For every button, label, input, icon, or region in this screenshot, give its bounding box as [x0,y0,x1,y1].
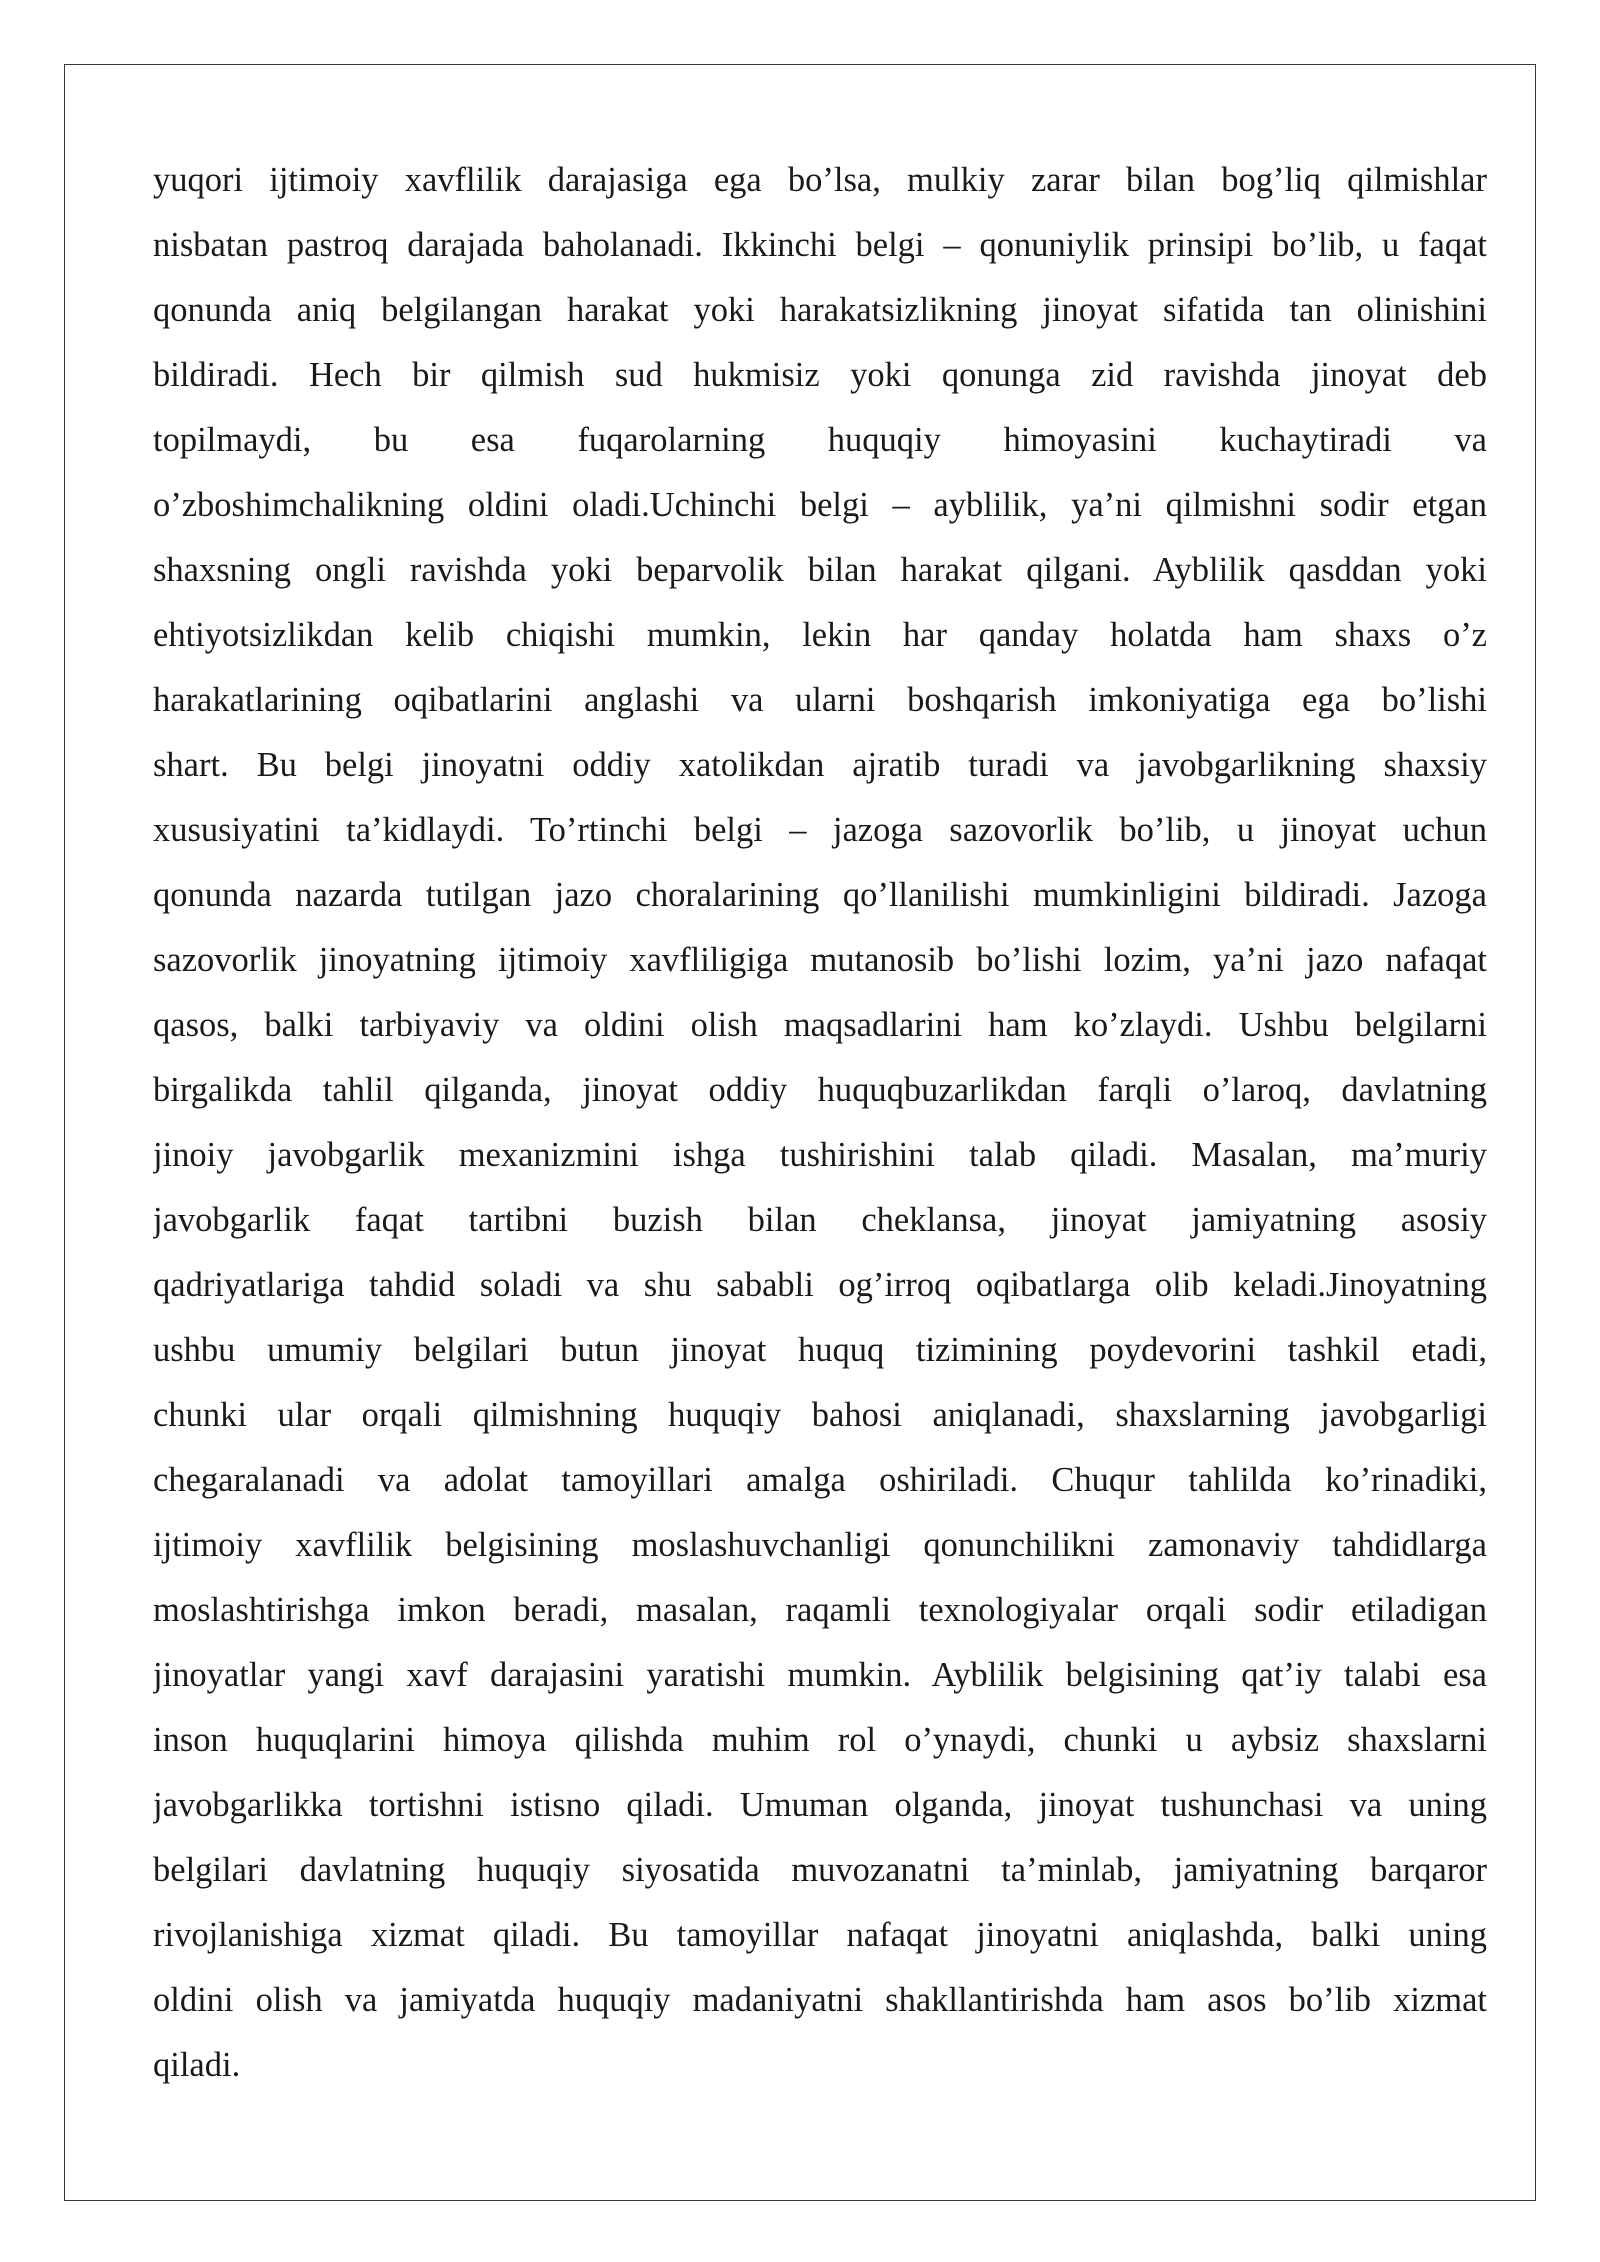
text-line: jinoiy javobgarlik mexanizmini ishga tushirishini talab qiladi. Masalan, ma’muriy [153,1136,1487,1174]
text-line: ijtimoiy xavflilik belgisining moslashuvchanligi qonunchilikni zamonaviy tahdidlarga [153,1526,1487,1564]
text-line: shart. Bu belgi jinoyatni oddiy xatolikdan ajratib turadi va javobgarlikning shaxsiy [153,746,1487,784]
text-line: rivojlanishiga xizmat qiladi. Bu tamoyillar nafaqat jinoyatni aniqlashda, balki uning [153,1916,1487,1954]
text-line: qonunda nazarda tutilgan jazo choralarining qo’llanilishi mumkinligini bildiradi. Jazoga [153,876,1487,914]
text-line: harakatlarining oqibatlarini anglashi va ularni boshqarish imkoniyatiga ega bo’lishi [153,681,1487,719]
text-line: yuqori ijtimoiy xavflilik darajasiga ega bo’lsa, mulkiy zarar bilan bog’liq qilmishlar [153,161,1487,199]
text-line: shaxsning ongli ravishda yoki beparvolik bilan harakat qilgani. Ayblilik qasddan yoki [153,551,1487,589]
text-line: javobgarlikka tortishni istisno qiladi. Umuman olganda, jinoyat tushunchasi va uning [153,1786,1487,1824]
text-line: chegaralanadi va adolat tamoyillari amalga oshiriladi. Chuqur tahlilda ko’rinadiki, [153,1461,1487,1499]
text-line: topilmaydi, bu esa fuqarolarning huquqiy himoyasini kuchaytiradi va [153,421,1487,459]
text-line: birgalikda tahlil qilganda, jinoyat oddiy huquqbuzarlikdan farqli o’laroq, davlatning [153,1071,1487,1109]
text-line: oldini olish va jamiyatda huquqiy madaniyatni shakllantirishda ham asos bo’lib xizmat [153,1981,1487,2019]
text-line: xususiyatini ta’kidlaydi. To’rtinchi belgi – jazoga sazovorlik bo’lib, u jinoyat uchun [153,811,1487,849]
text-line: qonunda aniq belgilangan harakat yoki harakatsizlikning jinoyat sifatida tan olinishini [153,291,1487,329]
text-line: javobgarlik faqat tartibni buzish bilan cheklansa, jinoyat jamiyatning asosiy [153,1201,1487,1239]
text-line: jinoyatlar yangi xavf darajasini yaratishi mumkin. Ayblilik belgisining qat’iy talabi esa [153,1656,1487,1694]
text-line: qasos, balki tarbiyaviy va oldini olish maqsadlarini ham ko’zlaydi. Ushbu belgilarni [153,1006,1487,1044]
text-line: nisbatan pastroq darajada baholanadi. Ikkinchi belgi – qonuniylik prinsipi bo’lib, u faqat [153,226,1487,264]
text-line: o’zboshimchalikning oldini oladi.Uchinchi belgi – ayblilik, ya’ni qilmishni sodir etgan [153,486,1487,524]
text-line: moslashtirishga imkon beradi, masalan, raqamli texnologiyalar orqali sodir etiladigan [153,1591,1487,1629]
text-line: ehtiyotsizlikdan kelib chiqishi mumkin, lekin har qanday holatda ham shaxs o’z [153,616,1487,654]
text-line: chunki ular orqali qilmishning huquqiy bahosi aniqlanadi, shaxslarning javobgarligi [153,1396,1487,1434]
text-line: qadriyatlariga tahdid soladi va shu sababli og’irroq oqibatlarga olib keladi.Jinoyatning [153,1266,1487,1304]
text-line: inson huquqlarini himoya qilishda muhim rol o’ynaydi, chunki u aybsiz shaxslarni [153,1721,1487,1759]
body-text [153,148,1487,2098]
text-line: qiladi. [153,2046,241,2084]
text-line: belgilari davlatning huquqiy siyosatida muvozanatni ta’minlab, jamiyatning barqaror [153,1851,1487,1889]
text-line: sazovorlik jinoyatning ijtimoiy xavfliligiga mutanosib bo’lishi lozim, ya’ni jazo nafaqat [153,941,1487,979]
text-line: bildiradi. Hech bir qilmish sud hukmisiz yoki qonunga zid ravishda jinoyat deb [153,356,1487,394]
text-line: ushbu umumiy belgilari butun jinoyat huquq tizimining poydevorini tashkil etadi, [153,1331,1487,1369]
